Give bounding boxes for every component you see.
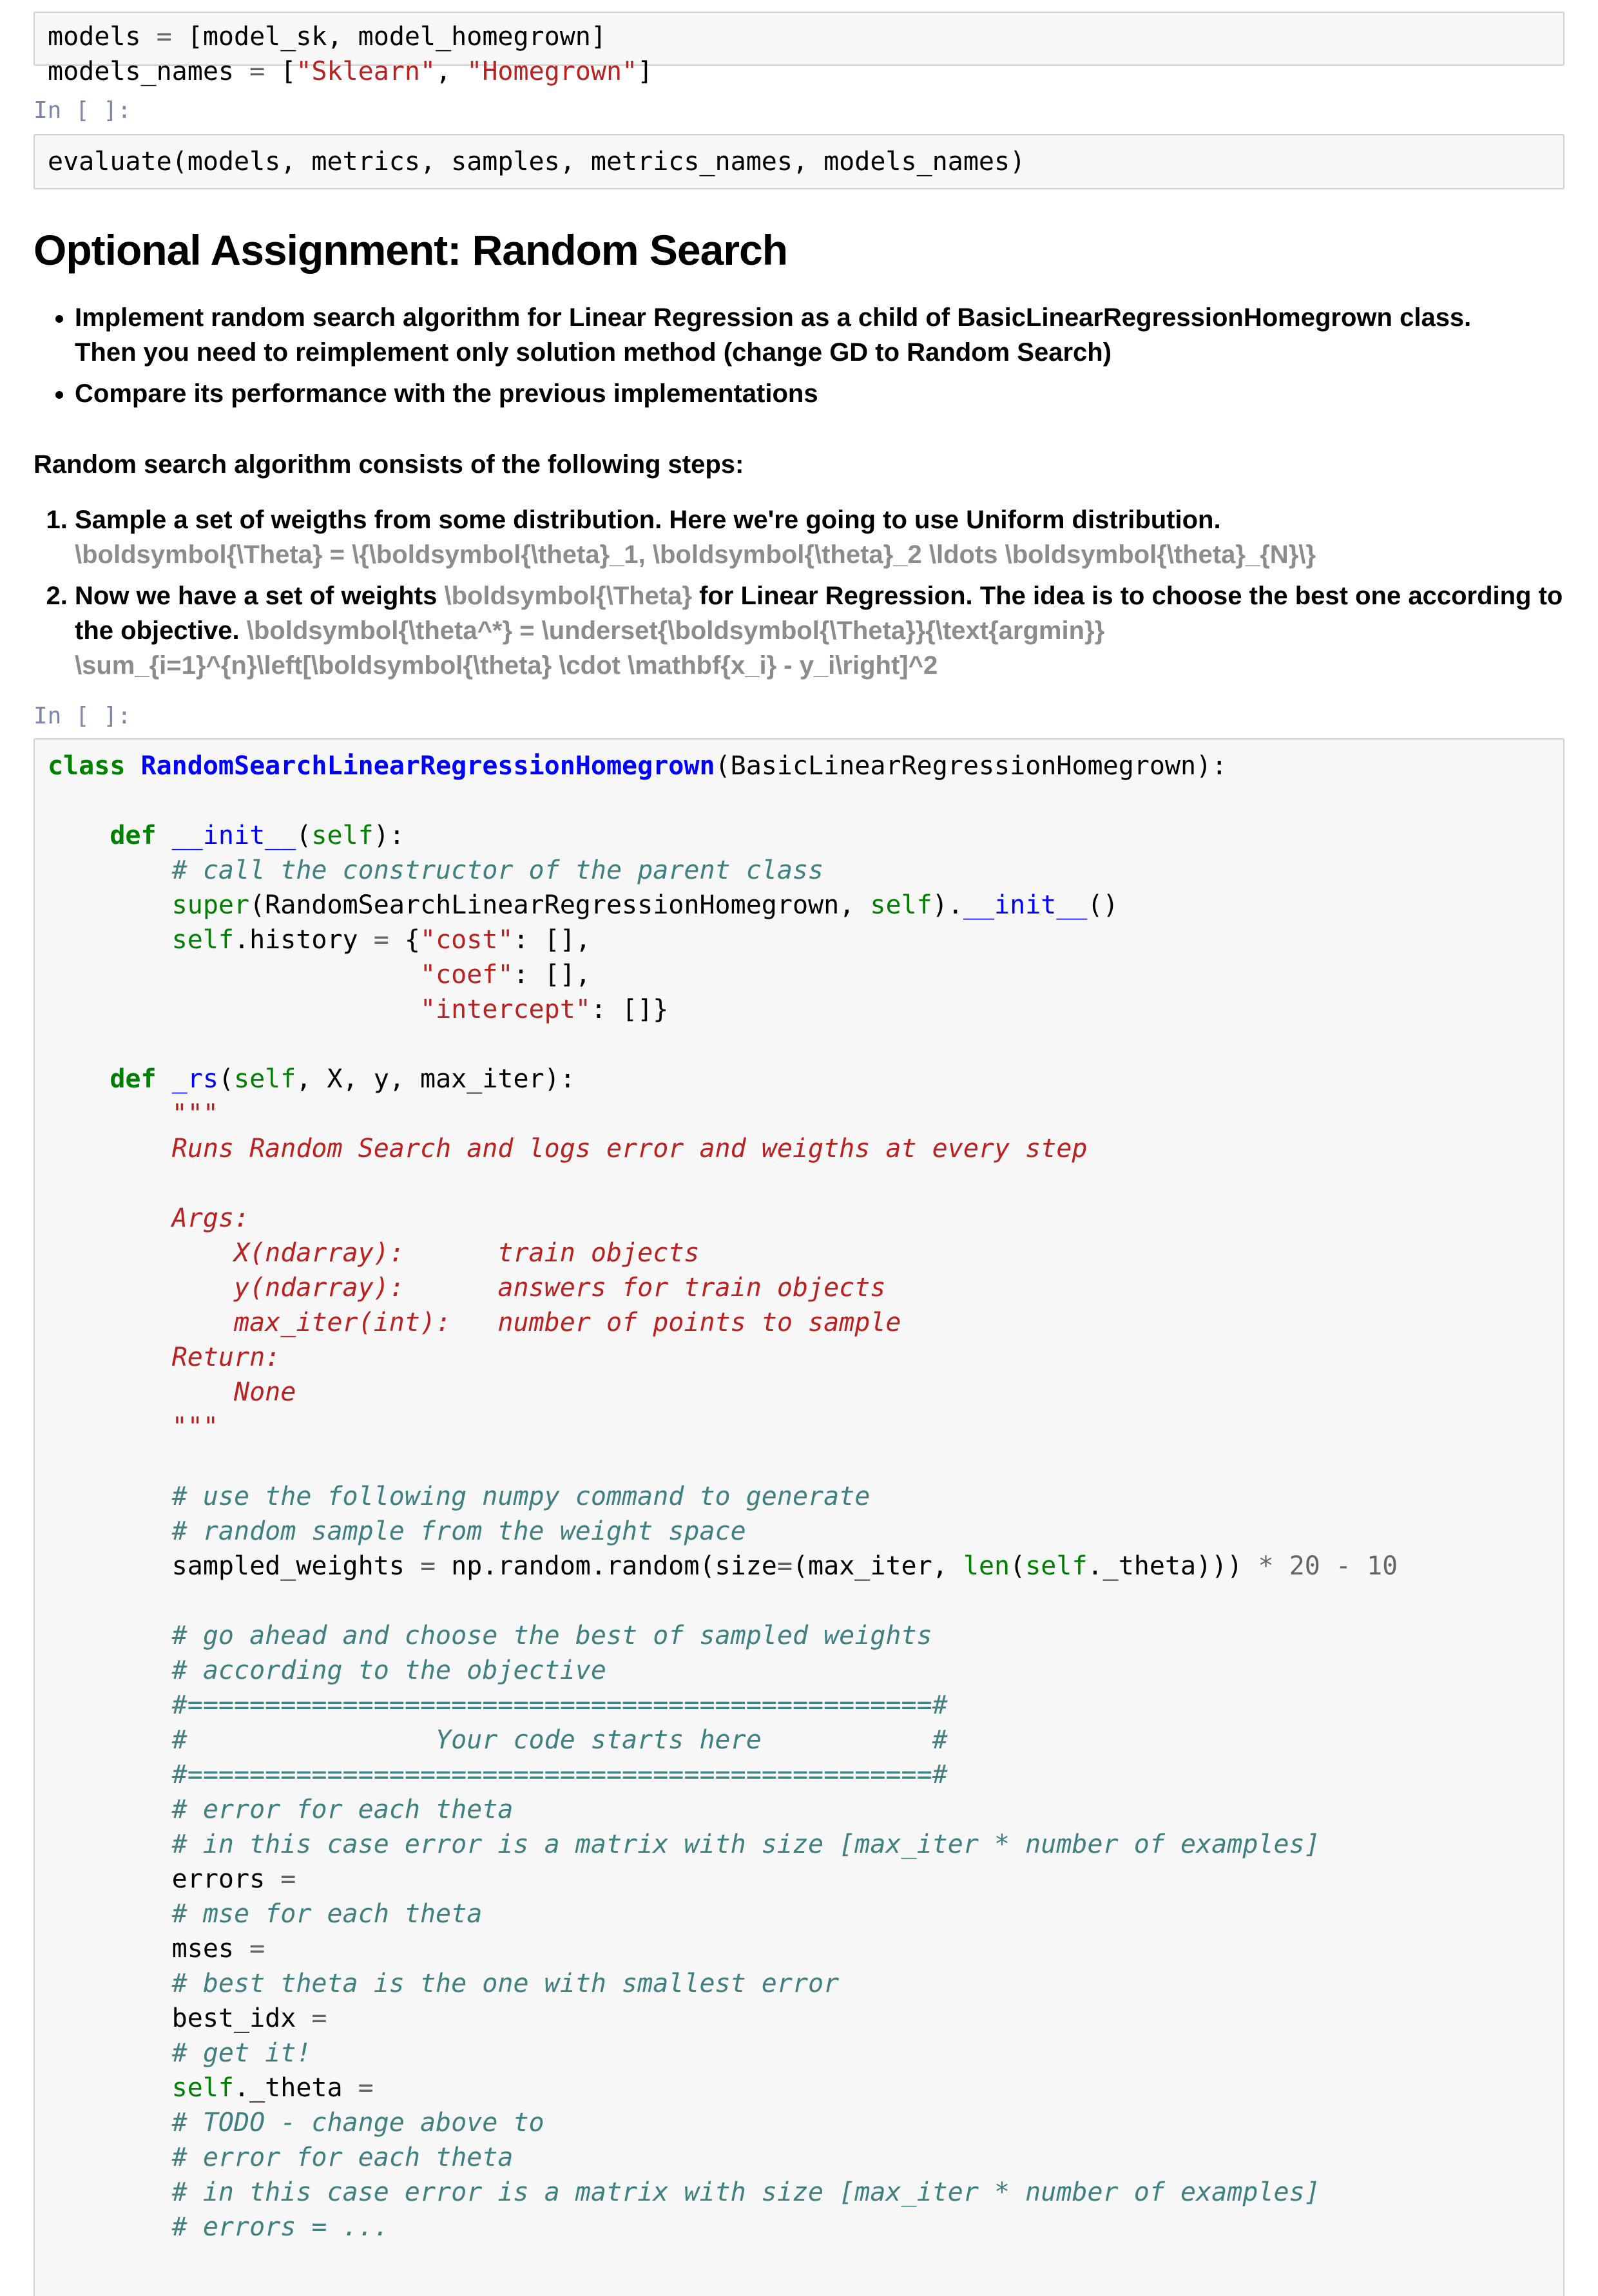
- code-line: # TODO - change above to: [171, 2108, 544, 2138]
- code-line: # call the constructor of the parent class: [171, 856, 824, 885]
- code-line: y(ndarray): answers for train objects: [48, 1273, 886, 1303]
- code-line: Args:: [48, 1203, 250, 1233]
- code-line: evaluate(models, metrics, samples, metrics_names, models_names): [48, 147, 1026, 177]
- steps-intro-text: Random search algorithm consists of the following steps:: [34, 450, 744, 479]
- bullet-list: [34, 300, 1509, 411]
- code-line: Return:: [48, 1343, 281, 1372]
- code-line: def _rs(self, X, y, max_iter):: [110, 1064, 575, 1094]
- code-line: [48, 1583, 1550, 1618]
- code-cell-evaluate[interactable]: [34, 134, 1564, 189]
- code-line: # go ahead and choose the best of sampled weights: [171, 1621, 932, 1650]
- code-line: #================================================#: [171, 1760, 948, 1790]
- code-line: """: [48, 1099, 218, 1129]
- code-cell-random-search-class[interactable]: [34, 738, 1564, 2296]
- list-item-compare: • Compare its performance with the previous implementations: [75, 376, 1509, 411]
- code-line: super(RandomSearchLinearRegressionHomegrown, self).__init__(): [171, 890, 1119, 920]
- code-line: # in this case error is a matrix with size [max_iter * number of examples]: [171, 1830, 1320, 1859]
- code-line: mses =: [48, 1934, 265, 1964]
- code-line: # errors = ...: [171, 2212, 389, 2242]
- code-line: [48, 1166, 1550, 1201]
- code-line: [48, 1027, 1550, 1062]
- code-line: X(ndarray): train objects: [48, 1238, 700, 1268]
- code-line: # best theta is the one with smallest error: [171, 1969, 840, 1998]
- code-line: [48, 783, 1550, 818]
- input-prompt: In [ ]:: [34, 97, 131, 124]
- list-item-implement: • Implement random search algorithm for Linear Regression as a child of BasicLinearRegressionHomegrown class. Then you need to reimplement only solution method (change GD to Random Search): [75, 300, 1509, 370]
- code-editor-evaluate[interactable]: [48, 144, 1550, 179]
- code-line: # error for each theta: [171, 2143, 514, 2172]
- code-line: # Your code starts here #: [171, 1725, 948, 1755]
- code-line: Runs Random Search and logs error and weigths at every step: [48, 1134, 1088, 1163]
- step-item-sample: 1. Sample a set of weigths from some distribution. Here we're going to use Uniform distribution. \boldsymbol{\Theta} = \{\boldsymbol{\theta}_1, \boldsymbol{\theta}_2 \ldots \boldsymbol{\theta}_{N}\}: [75, 502, 1564, 572]
- code-line: # get it!: [171, 2038, 312, 2068]
- code-line: # random sample from the weight space: [171, 1516, 746, 1546]
- code-editor-models[interactable]: [48, 19, 1550, 89]
- code-line: models_names = ["Sklearn", "Homegrown"]: [48, 57, 653, 86]
- code-line: best_idx =: [48, 2004, 327, 2033]
- code-line: None: [48, 1377, 296, 1407]
- code-cell-models[interactable]: [34, 12, 1564, 86]
- input-prompt: In [ ]:: [34, 703, 131, 729]
- code-line: self.history = {"cost": [],: [171, 925, 591, 955]
- code-line: # error for each theta: [171, 1795, 514, 1824]
- steps-list: [34, 502, 1564, 683]
- code-line: errors =: [48, 1864, 296, 1894]
- code-line: self._theta =: [171, 2073, 374, 2103]
- code-line: class RandomSearchLinearRegressionHomegrown(BasicLinearRegressionHomegrown):: [48, 751, 1227, 781]
- code-line: sampled_weights = np.random.random(size=(max_iter, len(self._theta))) * 20 - 10: [48, 1551, 1398, 1581]
- code-line: "coef": [],: [419, 960, 591, 990]
- step-item-choose: 2. Now we have a set of weights \boldsymbol{\Theta} for Linear Regression. The idea is to choose the best one according to the objective. \boldsymbol{\theta^*} = \underset{\boldsymbol{\Theta}}{\text{argmin}} \sum_{i=1}^{n}\left[\boldsymbol{\theta} \cdot \mathbf{x_i} - y_i\right]^2: [75, 579, 1564, 683]
- code-line: # use the following numpy command to generate: [171, 1482, 871, 1511]
- code-line: max_iter(int): number of points to sample: [48, 1308, 901, 1337]
- code-line: # in this case error is a matrix with size [max_iter * number of examples]: [171, 2177, 1320, 2207]
- code-editor-random-search[interactable]: [48, 749, 1550, 2244]
- code-line: #================================================#: [171, 1690, 948, 1720]
- code-line: models = [model_sk, model_homegrown]: [48, 22, 606, 52]
- code-line: [48, 1444, 1550, 1479]
- code-line: """: [48, 1412, 218, 1442]
- code-line: # according to the objective: [171, 1656, 606, 1685]
- section-heading: Optional Assignment: Random Search: [34, 226, 788, 274]
- code-line: # mse for each theta: [171, 1899, 483, 1929]
- code-line: "intercept": []}: [419, 995, 669, 1024]
- code-line: def __init__(self):: [110, 821, 405, 850]
